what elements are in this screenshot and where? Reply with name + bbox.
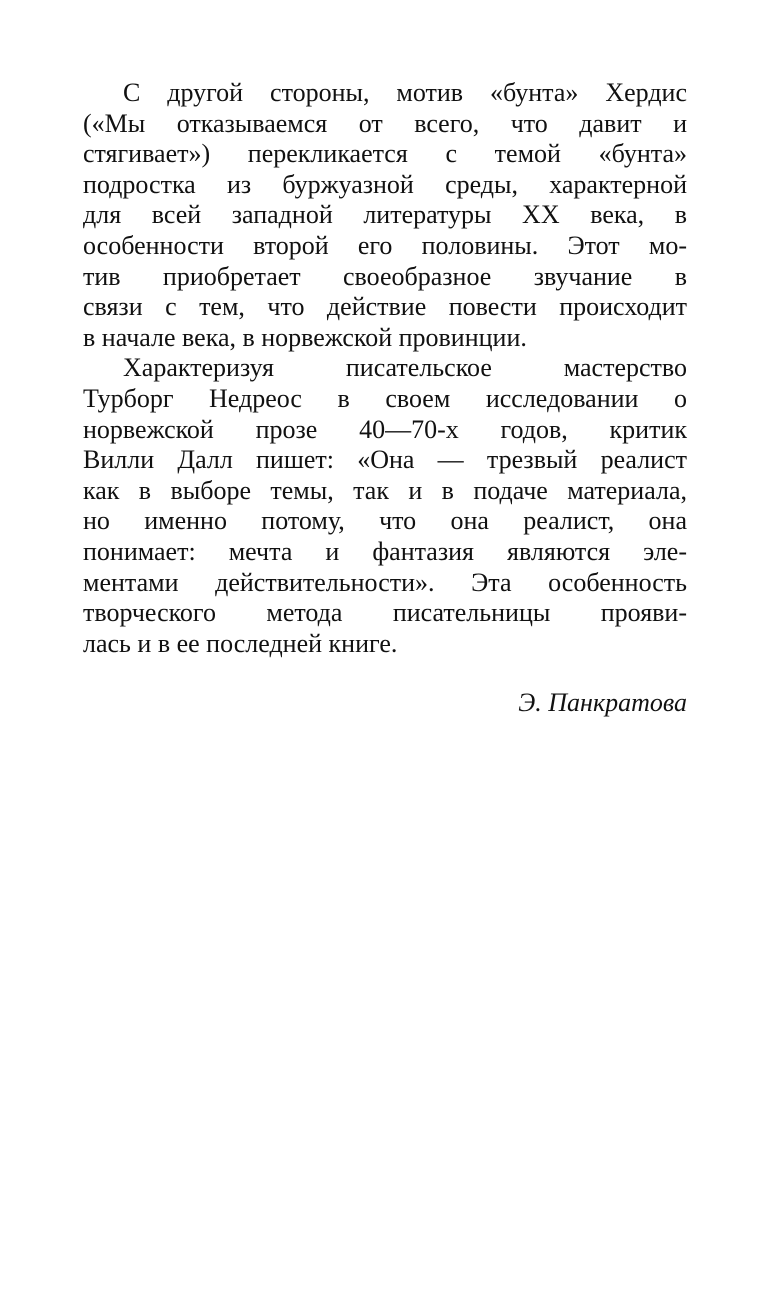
- paragraph-line: в начале века, в норвежской провинции.: [83, 322, 527, 352]
- paragraph-line: особенности второй его половины. Этот мо-: [83, 230, 687, 260]
- paragraph-line: связи с тем, что действие повести происходит: [83, 292, 687, 322]
- paragraph-1: [83, 78, 687, 353]
- paragraph-line: как в выборе темы, так и в подаче материала,: [83, 475, 687, 505]
- paragraph-line: для всей западной литературы XX века, в: [83, 200, 687, 230]
- paragraph-line: («Мы отказываемся от всего, что давит и: [83, 108, 687, 138]
- paragraph-line: подростка из буржуазной среды, характерной: [83, 169, 687, 199]
- paragraph-line: стягивает») перекликается с темой «бунта»: [83, 139, 687, 169]
- paragraph-line: ментами действительности». Эта особенность: [83, 567, 687, 597]
- paragraph-line: тив приобретает своеобразное звучание в: [83, 261, 687, 291]
- paragraph-line: Вилли Далл пишет: «Она — трезвый реалист: [83, 445, 687, 475]
- paragraph-line: норвежской прозе 40—70-х годов, критик: [83, 414, 687, 444]
- paragraph-2: [83, 353, 687, 659]
- paragraph-line: Характеризуя писательское мастерство: [123, 353, 687, 383]
- paragraph-line: С другой стороны, мотив «бунта» Хердис: [123, 78, 687, 107]
- paragraph-line: Турборг Недреос в своем исследовании о: [83, 383, 687, 413]
- author-signature: Э. Панкратова: [518, 688, 687, 717]
- paragraph-line: творческого метода писательницы прояви-: [83, 598, 687, 628]
- paragraph-line: лась и в ее последней книге.: [83, 628, 398, 658]
- paragraph-line: понимает: мечта и фантазия являются эле-: [83, 536, 687, 566]
- body-text: [83, 78, 687, 659]
- paragraph-line: но именно потому, что она реалист, она: [83, 506, 687, 536]
